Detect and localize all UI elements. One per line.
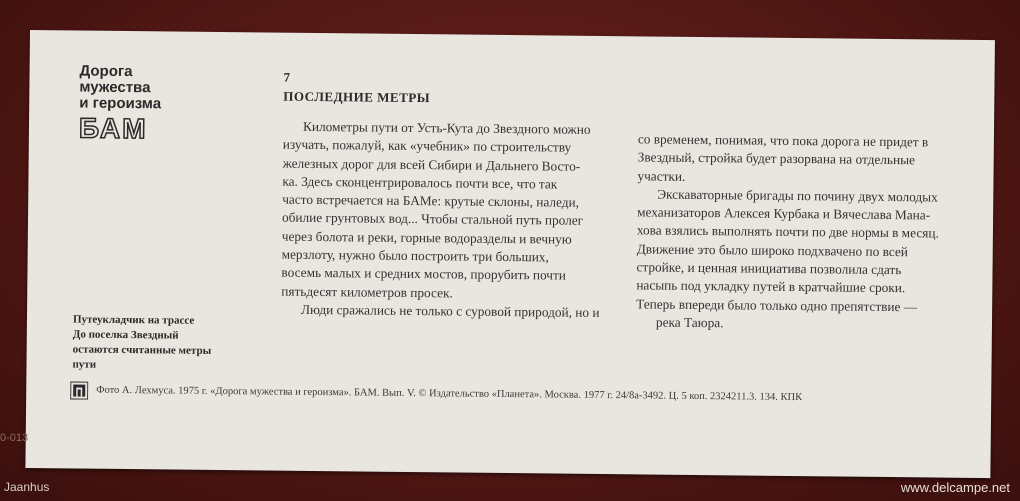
series-title-line-2: мужества	[79, 78, 151, 97]
text-line: река Таюра.	[655, 314, 724, 331]
text-line: Километры пути от Усть-Кута до Звездного можно	[302, 118, 591, 137]
edge-mark: 0-013	[0, 432, 29, 444]
photo-caption	[72, 312, 211, 373]
text-line: Люди сражались не только с суровой природой, но и	[301, 301, 600, 320]
watermark-site: www.delcampe.net	[900, 480, 1010, 495]
text-line: Теперь впереди было только одно препятствие —	[636, 296, 918, 314]
text-line: обилие грунтовых вод... Чтобы стальной путь пролег	[281, 210, 584, 229]
text-line: стройке, и ценная инициатива позволила сдать	[636, 259, 902, 278]
text-line: участки.	[637, 167, 686, 184]
article-column-2	[636, 130, 974, 335]
publisher-logo-icon	[70, 381, 88, 399]
text-line: пятьдесят километров просек.	[281, 283, 453, 301]
text-line: изучать, пожалуй, как «учебник» по строительству	[282, 136, 572, 155]
text-line: хова взялись выполнять почти по две нормы в месяц.	[636, 222, 939, 242]
text-line: Движение это было широко подхвачено по всей	[636, 241, 908, 259]
caption-line-3: остаются считанные метры	[72, 343, 212, 357]
text-line: восемь малых и средних мостов, прорубить почти	[281, 265, 567, 284]
text-line: Экскаваторные бригады по почину двух молодых	[657, 186, 938, 205]
caption-line-2: До поселка Звездный	[72, 328, 179, 342]
series-title-line-1: Дорога	[79, 62, 133, 81]
caption-line-4: пути	[72, 358, 97, 371]
article-column-1	[281, 118, 613, 323]
text-line: часто встречается на БАМе: крутые склоны, наледи,	[282, 191, 580, 210]
text-line: Звездный, стройка будет разорвана на отдельные	[637, 149, 916, 168]
text-line: насыпь под укладку путей в кратчайшие сроки.	[636, 277, 906, 296]
watermark-seller: Jaanhus	[4, 480, 50, 494]
text-line: мерзлоту, нужно было построить три больших,	[281, 246, 549, 265]
article-number: 7	[283, 69, 291, 85]
text-line: механизаторов Алексея Курбака и Вячеслава Мана-	[637, 204, 931, 223]
imprint-text: Фото А. Лехмуса. 1975 г. «Дорога мужества и героизма». БАМ. Вып. V. © Издательство «Планета». Москва. 1977 г. 24/8а-3492. Ц. 5 коп. 2324211.3. 134. КПК	[96, 384, 803, 404]
text-line: через болота и реки, горные водоразделы и вечную	[281, 228, 572, 247]
text-line: железных дорог для всей Сибири и Дальнего Восто-	[282, 155, 581, 174]
text-line: ка. Здесь сконцентрировалось почти все, что так	[282, 173, 558, 192]
bam-logo: БАМ	[78, 112, 148, 145]
postcard	[25, 30, 995, 478]
caption-line-1: Путеукладчик на трассе	[72, 313, 195, 327]
imprint-footer	[70, 379, 970, 410]
series-title-line-3: и героизма	[79, 94, 162, 113]
text-line: со временем, понимая, что пока дорога не придет в	[637, 131, 929, 150]
series-title	[79, 64, 162, 144]
article-heading: ПОСЛЕДНИЕ МЕТРЫ	[283, 88, 431, 106]
